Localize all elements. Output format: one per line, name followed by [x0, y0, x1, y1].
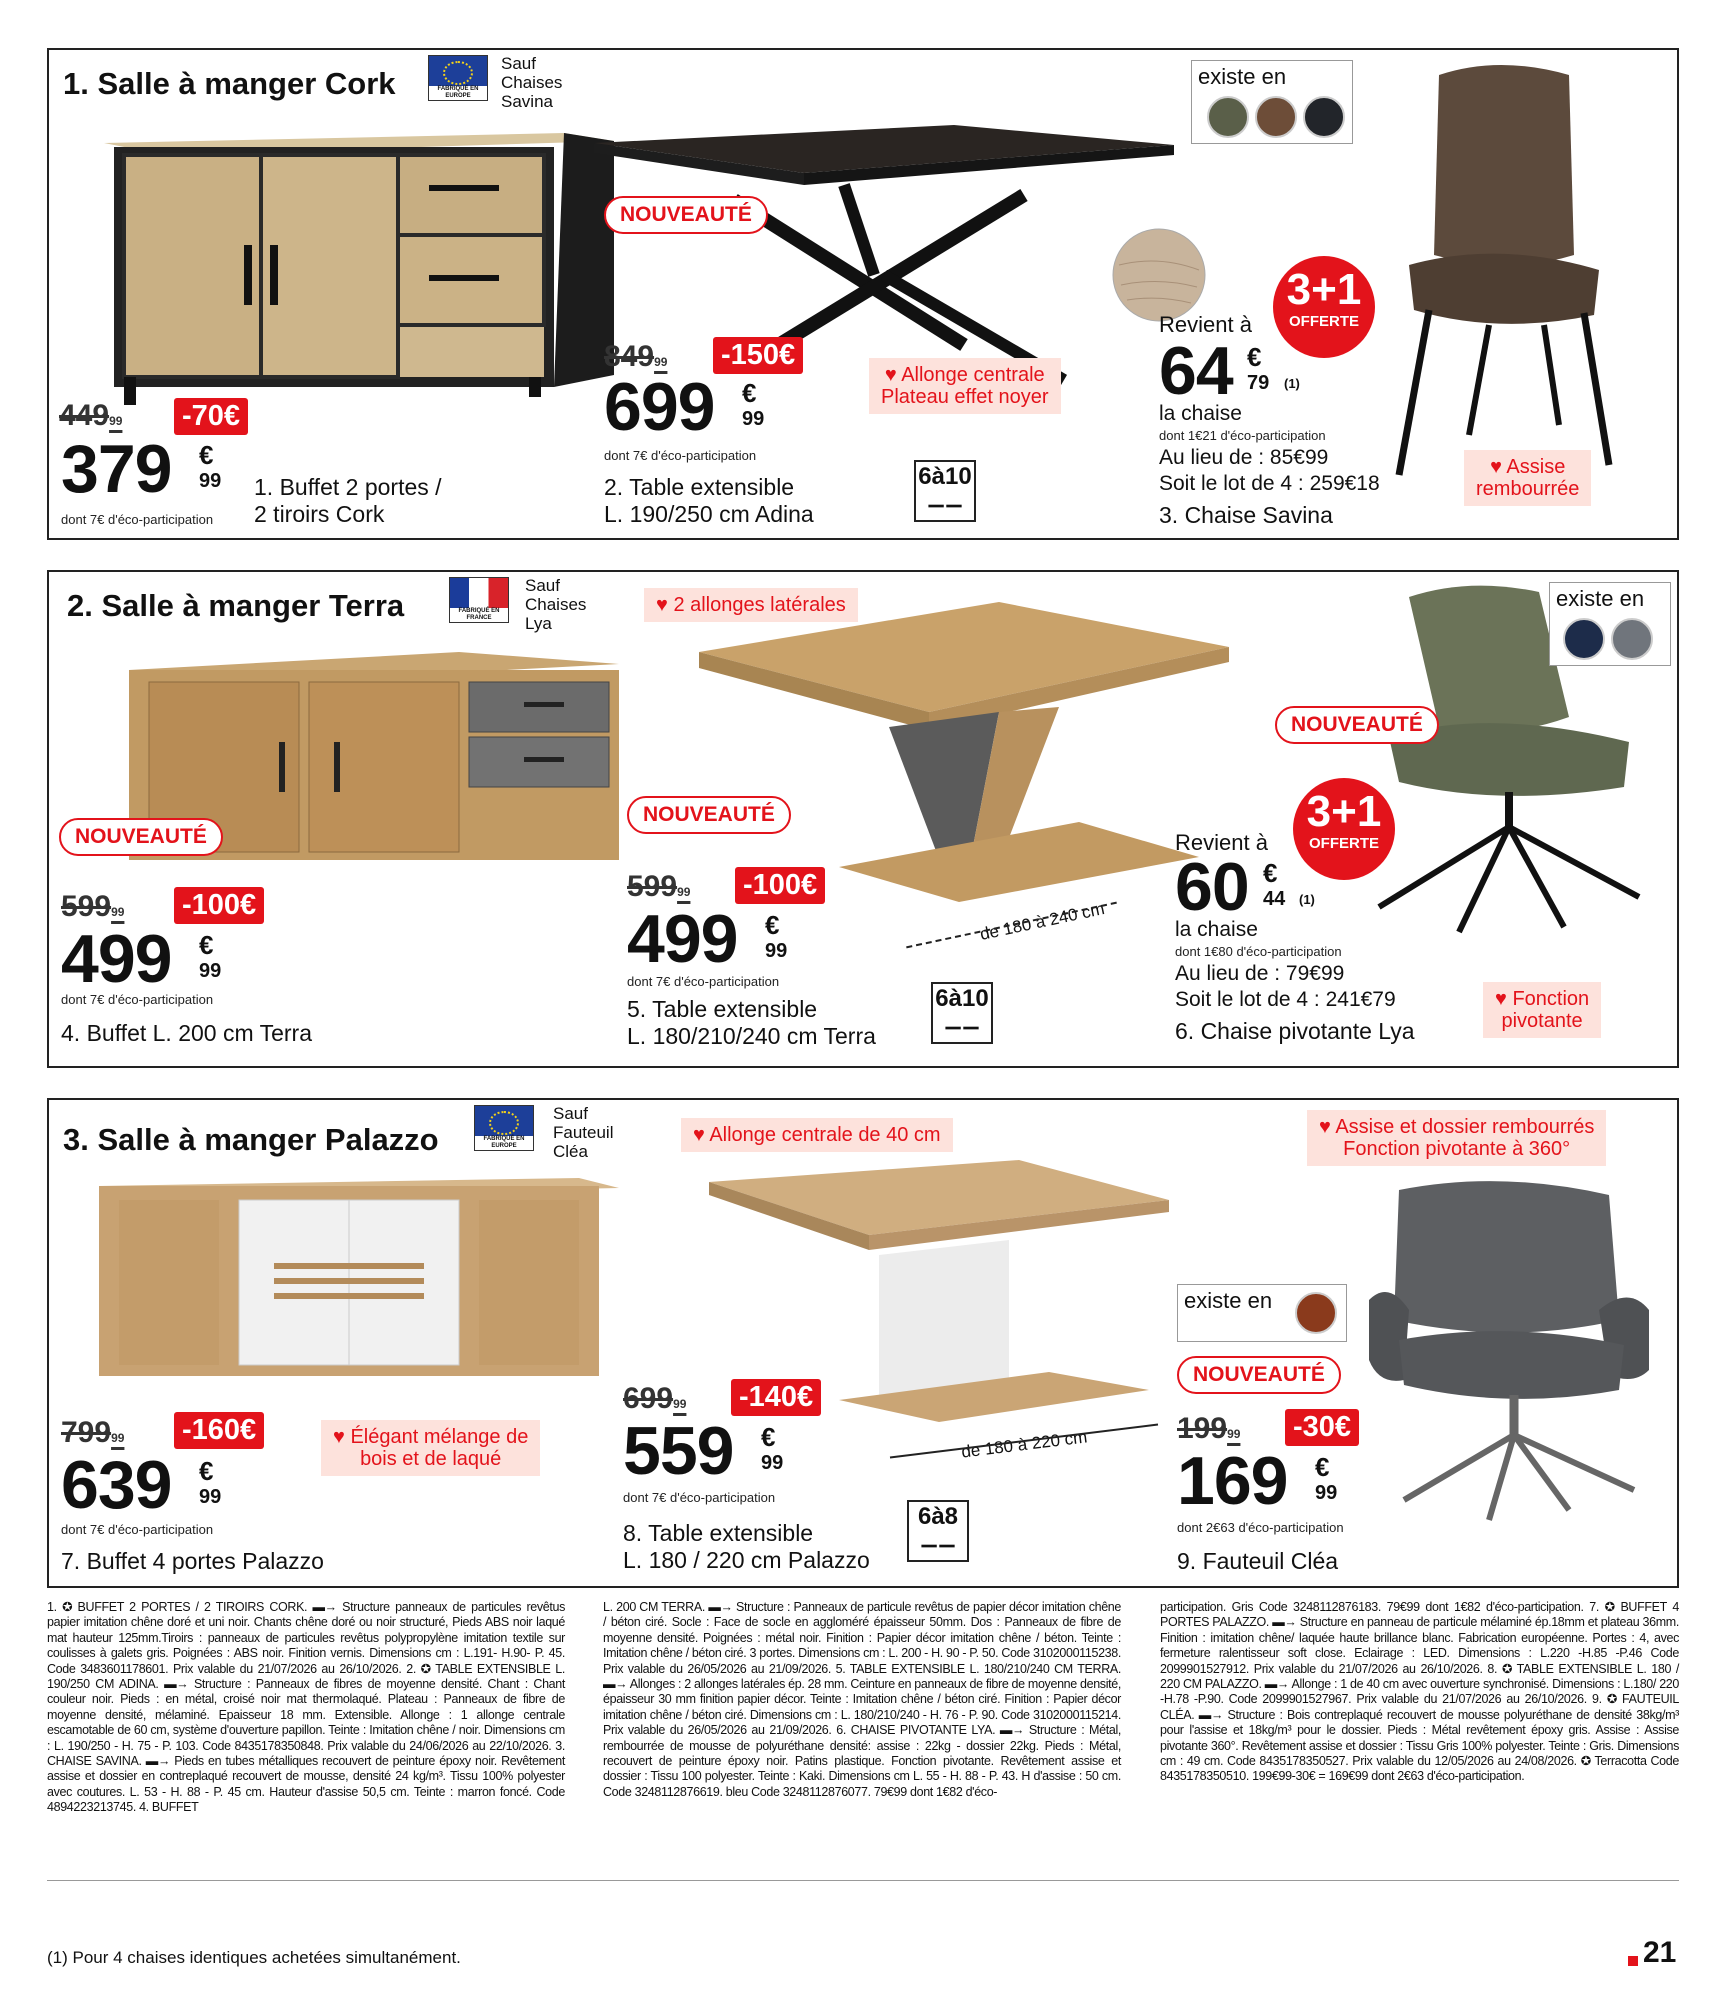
- heart-icon: ♥: [1490, 456, 1507, 478]
- chair-savina-image: [1359, 55, 1619, 495]
- dimension-label: de 180 à 240 cm: [978, 899, 1107, 944]
- unit-label: la chaise: [1159, 402, 1242, 425]
- offer-badge: 3+1 OFFERTE: [1293, 778, 1395, 880]
- price: 169: [1177, 1443, 1288, 1519]
- old-price: 59999: [627, 870, 691, 903]
- cutlery-icon: ⚊⚊: [920, 1530, 956, 1552]
- covers-badge: 6à10 ⚊⚊: [914, 460, 976, 522]
- product-name: 7. Buffet 4 portes Palazzo: [61, 1548, 324, 1574]
- price-cents: 79: [1247, 372, 1270, 394]
- product-name: 8. Table extensible L. 180 / 220 cm Palazzo: [623, 1520, 870, 1573]
- price-cents: 44: [1263, 888, 1286, 910]
- price-currency: €: [742, 378, 757, 408]
- heart-icon: ♥: [1495, 988, 1513, 1010]
- price-cents: 99: [761, 1452, 784, 1474]
- covers-badge: 6à10 ⚊⚊: [931, 982, 993, 1044]
- color-options: existe en: [1177, 1284, 1347, 1342]
- eco-participation: dont 1€80 d'éco-participation: [1175, 944, 1342, 959]
- eco-participation: dont 7€ d'éco-participation: [604, 448, 757, 463]
- new-badge: NOUVEAUTÉ: [1177, 1356, 1341, 1394]
- price: 64: [1159, 333, 1233, 409]
- discount-badge: -30€: [1285, 1409, 1359, 1446]
- color-swatch-brown[interactable]: [1255, 96, 1297, 138]
- price: 60: [1175, 849, 1249, 925]
- discount-badge: -140€: [731, 1379, 821, 1416]
- feature-note: ♥ Allonge centrale Plateau effet noyer: [869, 358, 1061, 414]
- legal-text-col2: L. 200 CM TERRA. ▬→ Structure : Panneaux de particule revêtus de papier décor imitation chêne / béton ciré. Socle : Face de socle en aggloméré épaisseur 50mm. Dos : Panneaux de fibre de moyenne densité. Poignées : métal noir. Finition : Papier décor imitation chêne / béton. Teinte : Imitation chêne / béton ciré. 3 portes. Dimensions cm : L. 200 - H. 90 - P. 50. Code 3102000115238. Prix valable du 26/05/2026 au 21/09/2026. 5. TABLE EXTENSIBLE L. 180/210/240 CM TERRA. ▬→ Allonges : 2 allonges latérales ép. 28 mm. Ceinture en panneaux de fibre de moyenne densité, épaisseur 30 mm finition papier décor. Teinte : Imitation chêne / béton ciré. Finition : Papier décor imitation chêne / béton ciré. Dimensions cm : L. 180/210/240 - H. 76 - P. 90. Code 3102000115214. Prix valable du 26/05/2026 au 21/09/2026. 6. CHAISE PIVOTANTE LYA. ▬→ Structure : Métal, rembourrée de mousse de polyuréthane densité: assise : 22kg - dossier 22kg. Pieds : Métal, recouvert de peinture époxy noir. Patins plastique. Fonction pivotante. Revêtement assise et dossier : Tissu 100 polyester. Teinte : Kaki. Dimensions cm L. 55 - H. 88 - P. 43. H d'assise : 50 cm. Code 3248112876619. bleu Code 3248112876077. 79€99 dont 1€82 d'éco-: [603, 1600, 1121, 1799]
- lot-price: Soit le lot de 4 : 259€18: [1159, 472, 1380, 495]
- price-cents: 99: [765, 940, 788, 962]
- old-price: 44999: [59, 399, 123, 432]
- price-cents: 99: [199, 470, 222, 492]
- price: 379: [61, 431, 172, 507]
- covers-badge: 6à8 ⚊⚊: [907, 1500, 969, 1562]
- price-footnote: (1): [1299, 892, 1315, 907]
- eco-participation: dont 7€ d'éco-participation: [61, 1522, 214, 1537]
- product-name: 3. Chaise Savina: [1159, 502, 1333, 528]
- price-cents: 99: [1315, 1482, 1338, 1504]
- table-terra-image: [699, 602, 1239, 902]
- heart-icon: ♥: [693, 1124, 710, 1146]
- heart-icon: ♥: [333, 1426, 351, 1448]
- page-marker-icon: [1628, 1956, 1638, 1966]
- old-price: 79999: [61, 1416, 125, 1449]
- feature-note: ♥ 2 allonges latérales: [644, 588, 858, 622]
- price: 699: [604, 369, 715, 445]
- heart-icon: ♥: [1319, 1116, 1336, 1138]
- price: 559: [623, 1413, 734, 1489]
- regular-price: Au lieu de : 79€99: [1175, 962, 1345, 985]
- color-swatch-blue[interactable]: [1563, 618, 1605, 660]
- exception-note: Sauf Chaises Lya: [525, 576, 587, 633]
- discount-badge: -70€: [174, 398, 248, 435]
- product-name: 6. Chaise pivotante Lya: [1175, 1018, 1415, 1044]
- old-price: 19999: [1177, 1412, 1241, 1445]
- offer-badge: 3+1 OFFERTE: [1273, 256, 1375, 358]
- legal-text-col3: participation. Gris Code 3248112876183. 79€99 dont 1€82 d'éco-participation. 7. ✪ BUFFET 4 PORTES PALAZZO. ▬→ Structure en panneau de particule mélaminé ép.18mm et plateau 36mm. Finition : imitation chêne/ laquée haute brillance blanc. Fabrication européenne. Portes : 4, avec fermeture ralentisseur soft close. Eclairage : LED. Dimensions : L.220 -H.85 -P.46 Code 2099901527912. Prix valable du 21/07/2026 au 26/10/2026. 8. ✪ TABLE EXTENSIBLE L. 180 / 220 CM PALAZZO. ▬→ Allonge : 1 de 40 cm avec ouverture synchronisé. Dimensions : L.180/ 220 -H.78 -P.90. Code 2099901527967. Prix valable du 21/07/2026 au 26/10/2026. 9. ✪ FAUTEUIL CLÉA. ▬→ Structure : Bois contreplaqué recouvert de mousse polyuréthane de densité 38kg/m³ pour l'assise et 18kg/m³ pour le dossier. Pieds : Métal revêtement époxy gris. Assise : Assise pivotante 360°. Revêtement assise et dossier : Tissu Gris 100% polyester. Teinte : Gris. Dimensions cm : 49 cm. Code 8435178350527. Prix valable du 12/05/2026 au 24/08/2026. ✪ Terracotta Code 8435178350510. 199€99-30€ = 169€99 dont 2€63 d'éco-participation.: [1160, 1600, 1679, 1784]
- eu-flag-icon: FABRIQUÉ EN EUROPE: [428, 55, 488, 101]
- lot-price: Soit le lot de 4 : 241€79: [1175, 988, 1396, 1011]
- footnote: (1) Pour 4 chaises identiques achetées simultanément.: [47, 1948, 461, 1967]
- price-footnote: (1): [1284, 376, 1300, 391]
- price-cents: 99: [742, 408, 765, 430]
- color-options: existe en: [1549, 582, 1671, 666]
- revient-label: Revient à: [1159, 312, 1252, 337]
- revient-label: Revient à: [1175, 830, 1268, 855]
- price-currency: €: [199, 440, 214, 470]
- product-name: 1. Buffet 2 portes / 2 tiroirs Cork: [254, 474, 442, 527]
- section-terra: [47, 570, 1679, 1068]
- cutlery-icon: ⚊⚊: [944, 1012, 980, 1034]
- buffet-cork-image: [104, 125, 614, 405]
- section-palazzo: [47, 1098, 1679, 1588]
- old-price: 69999: [623, 1382, 687, 1415]
- price: 639: [61, 1447, 172, 1523]
- buffet-palazzo-image: [99, 1178, 619, 1393]
- price-currency: €: [1247, 342, 1262, 372]
- heart-icon: ♥: [656, 594, 674, 616]
- regular-price: Au lieu de : 85€99: [1159, 446, 1329, 469]
- eco-participation: dont 7€ d'éco-participation: [61, 992, 214, 1007]
- product-name: 9. Fauteuil Cléa: [1177, 1548, 1339, 1574]
- color-options: existe en: [1191, 60, 1353, 144]
- price: 499: [61, 921, 172, 997]
- new-badge: NOUVEAUTÉ: [1275, 706, 1439, 744]
- eu-flag-icon: FABRIQUÉ EN EUROPE: [474, 1105, 534, 1151]
- feature-note: ♥ Assise rembourrée: [1464, 450, 1591, 506]
- eco-participation: dont 7€ d'éco-participation: [627, 974, 780, 989]
- section-cork: [47, 48, 1679, 540]
- price-currency: €: [1315, 1452, 1330, 1482]
- product-name: 2. Table extensible L. 190/250 cm Adina: [604, 474, 814, 527]
- price-cents: 99: [199, 960, 222, 982]
- price-currency: €: [1263, 858, 1278, 888]
- section-title: 1. Salle à manger Cork: [63, 66, 396, 101]
- new-badge: NOUVEAUTÉ: [59, 818, 223, 856]
- price-currency: €: [199, 1456, 214, 1486]
- discount-badge: -100€: [174, 887, 264, 924]
- dimension-label: de 180 à 220 cm: [960, 1427, 1089, 1462]
- product-name: 5. Table extensible L. 180/210/240 cm Terra: [627, 996, 876, 1049]
- feature-note: ♥ Fonction pivotante: [1483, 982, 1601, 1038]
- old-price: 84999: [604, 340, 668, 373]
- france-flag-icon: FABRIQUÉ EN FRANCE: [449, 577, 509, 623]
- discount-badge: -160€: [174, 1412, 264, 1449]
- color-swatch-grey[interactable]: [1611, 618, 1653, 660]
- divider: [47, 1880, 1679, 1881]
- price-cents: 99: [199, 1486, 222, 1508]
- color-swatch-olive[interactable]: [1207, 96, 1249, 138]
- price-currency: €: [761, 1422, 776, 1452]
- wood-sample-icon: [1109, 225, 1209, 325]
- unit-label: la chaise: [1175, 918, 1258, 941]
- cutlery-icon: ⚊⚊: [927, 490, 963, 512]
- exception-note: Sauf Fauteuil Cléa: [553, 1104, 614, 1161]
- section-title: 3. Salle à manger Palazzo: [63, 1122, 439, 1157]
- section-title: 2. Salle à manger Terra: [67, 588, 405, 623]
- eco-participation: dont 7€ d'éco-participation: [61, 512, 214, 527]
- price-currency: €: [765, 910, 780, 940]
- dimension-arrow-icon: [906, 902, 1117, 949]
- legal-text-col1: 1. ✪ BUFFET 2 PORTES / 2 TIROIRS CORK. ▬→ Structure panneaux de particules revêtus papier imitation chêne doré et uni noir. Chants chêne doré ou noir structuré, Pieds ABS noir laqué mat hauteur 125mm.Tiroirs : panneaux de particules revêtus polypropylène imitation textile sur coulisses à galets gris. Poignées : ABS noir. Finition vernis. Dimensions cm : L.191- H.90- P. 45. Code 3483601178601. Prix valable du 21/07/2026 au 26/10/2026. 2. ✪ TABLE EXTENSIBLE L. 190/250 CM ADINA. ▬→ Structure : Panneaux de fibres de moyenne densité. Chant : Chant couleur noir. Pieds : en métal, croisé noir mat thermolaqué. Plateau : Panneaux de fibre de moyenne densité, mélaminé. Epaisseur 18 mm. Extensible. Allonge : 1 allonge centrale escamotable de 60 cm, système d'ouverture papillon. Teinte : Imitation chêne / noir. Dimensions cm : L. 190/250 - H. 75 - P. 103. Code 8435178350848. Prix valable du 24/06/2026 au 22/10/2026. 3. CHAISE SAVINA. ▬→ Pieds en tubes métalliques recouvert de peinture époxy noir. Revêtement assise et dossier en contreplaqué recouvert de mousse, densité 24 kg/m³. Tissu 100% polyester avec coutures. L. 53 - H. 88 - P. 45 cm. Hauteur d'assise 50,5 cm. Teinte : marron foncé. Code 4894223213745. 4. BUFFET: [47, 1600, 565, 1815]
- eco-participation: dont 1€21 d'éco-participation: [1159, 428, 1326, 443]
- discount-badge: -150€: [713, 337, 803, 374]
- fauteuil-clea-image: [1349, 1170, 1669, 1530]
- price: 499: [627, 901, 738, 977]
- feature-note: ♥ Allonge centrale de 40 cm: [681, 1118, 953, 1152]
- color-swatch-black[interactable]: [1303, 96, 1345, 138]
- feature-note: ♥ Élégant mélange de bois et de laqué: [321, 1420, 540, 1476]
- product-name: 4. Buffet L. 200 cm Terra: [61, 1020, 313, 1046]
- discount-badge: -100€: [735, 867, 825, 904]
- eco-participation: dont 2€63 d'éco-participation: [1177, 1520, 1344, 1535]
- new-badge: NOUVEAUTÉ: [627, 796, 791, 834]
- heart-icon: ♥: [884, 364, 902, 386]
- old-price: 59999: [61, 890, 125, 923]
- feature-note: ♥ Assise et dossier rembourrés Fonction pivotante à 360°: [1307, 1110, 1606, 1166]
- exception-note: Sauf Chaises Savina: [501, 54, 563, 111]
- eco-participation: dont 7€ d'éco-participation: [623, 1490, 776, 1505]
- page-number: 21: [1643, 1936, 1677, 1969]
- new-badge: NOUVEAUTÉ: [604, 196, 768, 234]
- price-currency: €: [199, 930, 214, 960]
- color-swatch-terracotta[interactable]: [1295, 1292, 1337, 1334]
